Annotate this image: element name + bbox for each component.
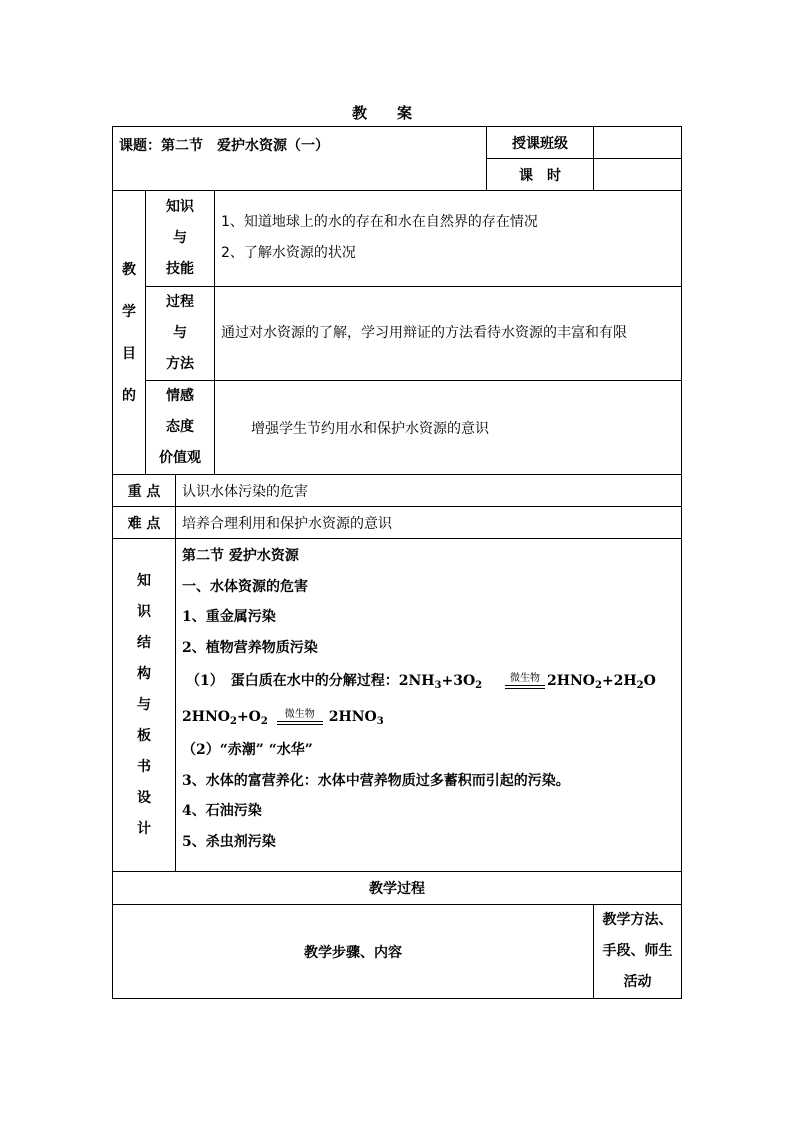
reaction-condition: 微生物 [277, 709, 323, 725]
teaching-process-title: 教学过程 [113, 872, 682, 905]
board-line: 4、石油污染 [182, 803, 262, 819]
knowledge-skills-content: 1、知道地球上的水的存在和水在自然界的存在情况 2、了解水资源的状况 [215, 191, 682, 287]
class-value [594, 127, 682, 159]
teaching-methods-label: 教学方法、 手段、师生 活动 [594, 905, 682, 999]
board-line: 1、重金属污染 [182, 609, 276, 625]
board-line: 一、水体资源的危害 [182, 578, 308, 595]
difficulty-content: 培养合理利用和保护水资源的意识 [176, 507, 682, 539]
board-line: （2）“赤潮” “水华” [182, 742, 313, 758]
key-point-label: 重 点 [113, 475, 176, 507]
board-design-label: 知 识 结 构 与 板 书 设 计 [113, 539, 176, 872]
reaction-condition: 微生物 [505, 673, 545, 689]
equation-nitric-acid: $2HNO_2+O_2$ 微生物 $2HNO_3$ [182, 709, 384, 727]
equation-protein-decomposition: （1） 蛋白质在水中的分解过程：$2NH_3+3O_2$ 微生物 $2HNO_2+2H_2O$ [186, 673, 656, 691]
knowledge-skills-label: 知识 与 技能 [146, 191, 215, 287]
period-value [594, 159, 682, 191]
lesson-topic: 课题：第二节 爱护水资源（一） [113, 127, 487, 191]
document-title: 教案 [351, 104, 442, 122]
board-design-content [176, 539, 682, 872]
process-method-label: 过程 与 方法 [146, 287, 215, 381]
teaching-steps-label: 教学步骤、内容 [113, 905, 594, 999]
key-point-content: 认识水体污染的危害 [176, 475, 682, 507]
board-heading: 第二节 爱护水资源 [182, 548, 299, 564]
class-label: 授课班级 [487, 127, 594, 159]
board-line: 2、植物营养物质污染 [182, 639, 318, 656]
emotion-attitude-label: 情感 态度 价值观 [146, 381, 215, 475]
period-label: 课 时 [487, 159, 594, 191]
difficulty-label: 难 点 [113, 507, 176, 539]
board-line: 3、水体的富营养化：水体中营养物质过多蓄积而引起的污染。 [182, 772, 570, 789]
board-line: 5、杀虫剂污染 [182, 833, 276, 850]
lesson-plan-table [112, 126, 682, 999]
emotion-attitude-content: 增强学生节约用水和保护水资源的意识 [215, 381, 682, 475]
objectives-label: 教 学 目 的 [113, 191, 146, 475]
process-method-content: 通过对水资源的了解，学习用辩证的方法看待水资源的丰富和有限 [215, 287, 682, 381]
